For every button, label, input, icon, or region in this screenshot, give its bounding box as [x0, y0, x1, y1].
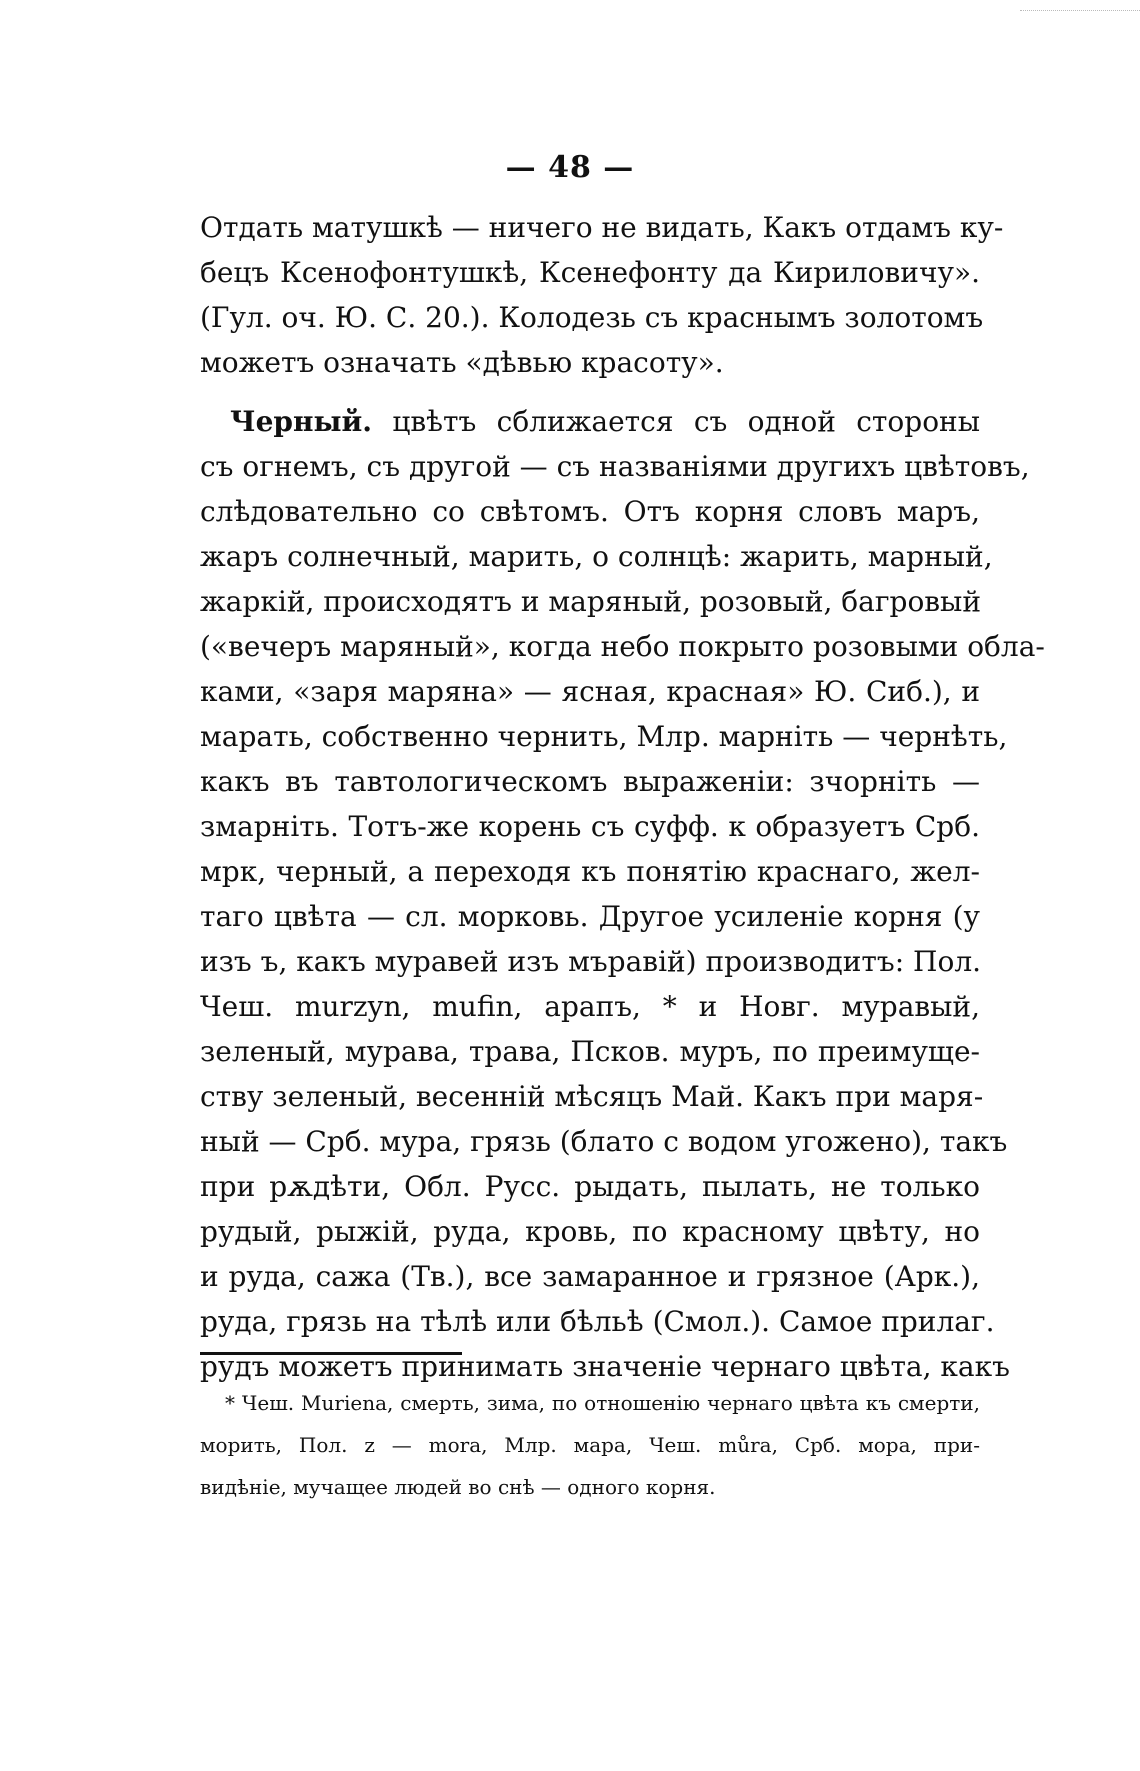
- text-line: змарніть. Тотъ-же корень съ суфф. к образуетъ Срб.: [200, 810, 980, 843]
- text-line: ками, «заря маряна» — ясная, красная» Ю. Сиб.), и: [200, 675, 980, 708]
- text-line: рудъ можетъ принимать значеніе чернаго цвѣта, какъ: [200, 1350, 1010, 1383]
- footnotes: [200, 1382, 980, 1508]
- text-line: Отдать матушкѣ — ничего не видать, Какъ отдамъ ку-: [200, 211, 1004, 244]
- text-line: бецъ Ксенофонтушкѣ, Ксенефонту да Кириловичу».: [200, 256, 980, 289]
- text-line: изъ ъ, какъ муравей изъ мъравій) производитъ: Пол.: [200, 945, 982, 978]
- text-line-rest: цвѣтъ сближается съ одной стороны: [372, 405, 980, 438]
- text-line: ный — Срб. мура, грязь (блато с водом угожено), такъ: [200, 1125, 1008, 1158]
- text-line: жаръ солнечный, марить, о солнцѣ: жарить, марный,: [200, 540, 993, 573]
- footnote-line: морить, Пол. z — mora, Млр. мара, Чеш. můra, Срб. мора, при-: [200, 1433, 980, 1457]
- footnote-line: * Чеш. Muriena, смерть, зима, по отношенію чернаго цвѣта къ смерти,: [225, 1391, 980, 1415]
- text-line: (Гул. оч. Ю. С. 20.). Колодезь съ краснымъ золотомъ: [200, 301, 984, 334]
- text-line: какъ въ тавтологическомъ выраженіи: зчорніть —: [200, 765, 980, 798]
- text-line: и руда, сажа (Тв.), все замаранное и грязное (Арк.),: [200, 1260, 980, 1293]
- text-line: Чеш. murzyn, mufin, арапъ, * и Новг. муравый,: [200, 990, 980, 1023]
- text-line: руда, грязь на тѣлѣ или бѣльѣ (Смол.). Самое прилаг.: [200, 1305, 995, 1338]
- text-line: съ огнемъ, съ другой — съ названіями другихъ цвѣтовъ,: [200, 450, 1030, 483]
- footnote-divider: [200, 1352, 462, 1355]
- text-line: таго цвѣта — сл. морковь. Другое усиленіе корня (у: [200, 900, 980, 933]
- main-text: [200, 205, 1045, 1389]
- text-line: мрк, черный, а переходя къ понятію краснаго, жел-: [200, 855, 980, 888]
- text-line: жаркій, происходятъ и маряный, розовый, багровый: [200, 585, 982, 618]
- page-number: — 48 —: [505, 150, 635, 185]
- text-line: зеленый, мурава, трава, Псков. муръ, по преимуще-: [200, 1035, 980, 1068]
- footnote-line: видѣніе, мучащее людей во снѣ — одного корня.: [200, 1475, 716, 1499]
- scan-edge-mark: [1020, 0, 1140, 11]
- text-line: ству зеленый, весенній мѣсяцъ Май. Какъ при маря-: [200, 1080, 984, 1113]
- bold-term: Черный.: [230, 405, 373, 438]
- text-line: при рѫдѣти, Обл. Русс. рыдать, пылать, не только: [200, 1170, 980, 1203]
- text-line: можетъ означать «дѣвью красоту».: [200, 346, 724, 379]
- paragraph-start-line: [200, 399, 980, 444]
- text-line: марать, собственно чернить, Млр. марніть — чернѣть,: [200, 720, 1008, 753]
- text-line: слѣдовательно со свѣтомъ. Отъ корня словъ маръ,: [200, 495, 980, 528]
- text-line: («вечеръ маряный», когда небо покрыто розовыми обла-: [200, 630, 1045, 663]
- text-line: рудый, рыжій, руда, кровь, по красному цвѣту, но: [200, 1215, 980, 1248]
